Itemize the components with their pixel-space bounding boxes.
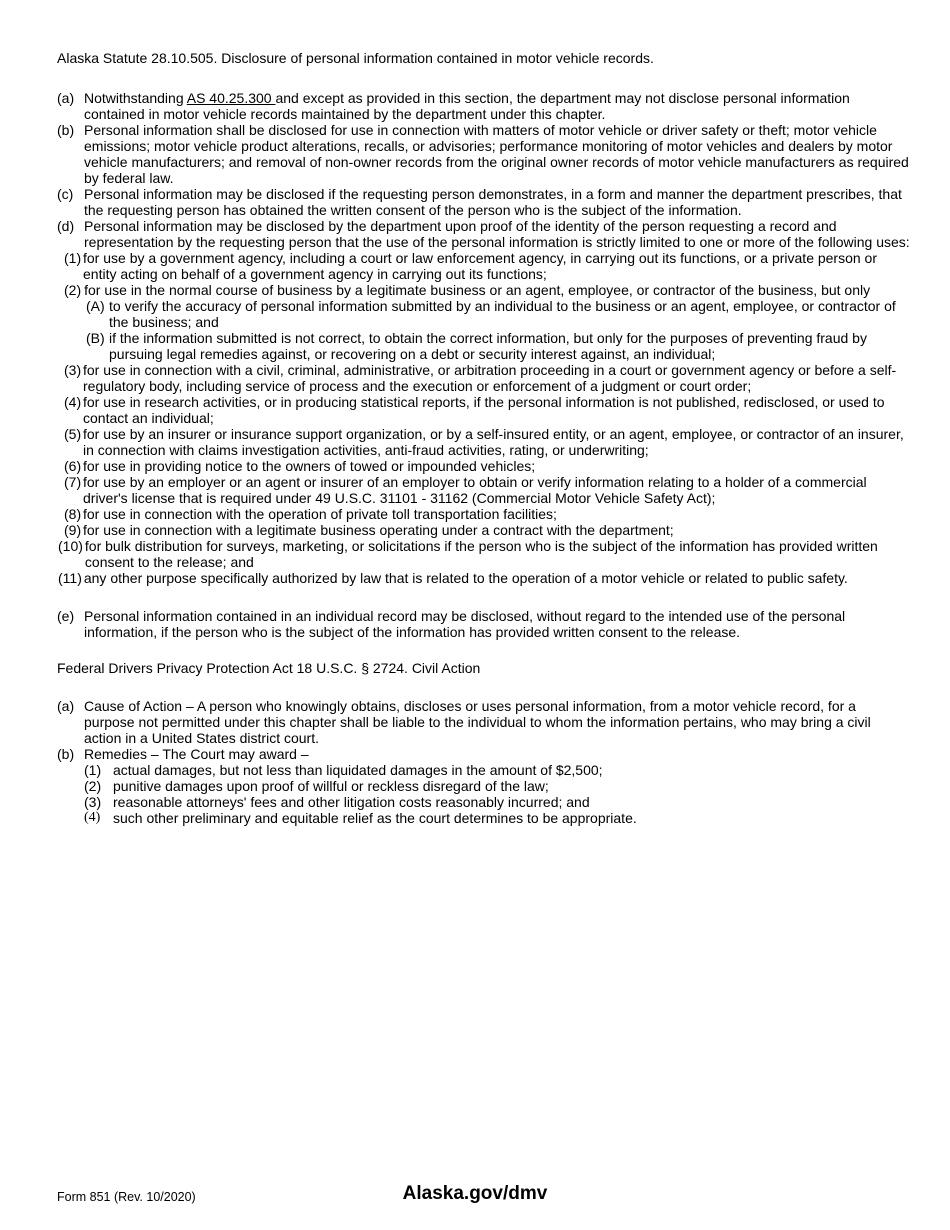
federal-item-b (57, 746, 910, 762)
use-item-5 (64, 426, 910, 458)
item-text: actual damages, but not less than liquidated damages in the amount of $2,500; (113, 762, 603, 778)
item-marker: (a) (57, 698, 75, 714)
item-text: Cause of Action – A person who knowingly obtains, discloses or uses personal information, from a motor vehicle record, for a purpose not permitted under this chapter shall be liable to the individual to whom the information pertains, who may bring a civil action in a United States district court. (84, 698, 871, 746)
item-text: for use by an employer or an agent or insurer of an employer to obtain or verify information relating to a holder of a commercial driver's license that is required under 49 U.S.C. 31101 - 31162 (Commercial Motor Vehicle Safety Act); (83, 474, 867, 506)
form-number: Form 851 (Rev. 10/2020) (57, 1190, 196, 1204)
item-marker: (10) (58, 538, 83, 554)
item-marker: (1) (84, 762, 102, 778)
item-text: Personal information shall be disclosed for use in connection with matters of motor vehicle or driver safety or theft; motor vehicle emissions; motor vehicle product alterations, recalls, or advisories; performance monitoring of motor vehicles and dealers by motor vehicle manufacturers; and removal of non-owner records from the original owner records of motor vehicle manufacturers as required by federal law. (84, 122, 909, 186)
use-item-6 (64, 458, 910, 474)
item-text: for use in providing notice to the owners of towed or impounded vehicles; (83, 458, 536, 474)
use-item-2B (86, 330, 910, 362)
page-footer (0, 1183, 950, 1207)
item-text: for use by an insurer or insurance support organization, or by a self-insured entity, or an agent, employee, or contractor of an insurer, in connection with claims investigation activities, anti-fraud activities, rating, or underwriting; (83, 426, 904, 458)
item-text: for bulk distribution for surveys, marketing, or solicitations if the person who is the subject of the information has provided written consent to the release; and (84, 538, 878, 570)
item-marker: (4) (84, 810, 101, 825)
dmv-website-url: Alaska.gov/dmv (402, 1183, 548, 1204)
statute-item-e (57, 608, 910, 640)
item-marker: (e) (57, 608, 75, 624)
item-marker: (B) (86, 330, 105, 346)
use-item-11 (58, 570, 910, 586)
item-marker: (7) (64, 474, 82, 490)
remedy-item-3 (84, 794, 910, 810)
item-text: for use in connection with the operation of private toll transportation facilities; (83, 506, 557, 522)
item-text (84, 218, 910, 250)
item-text: for use in research activities, or in producing statistical reports, if the personal information is not published, redisclosed, or used to contact an individual; (83, 394, 885, 426)
use-item-3 (64, 362, 910, 394)
item-marker: (2) (64, 282, 82, 298)
item-marker: (d) (57, 218, 75, 234)
use-item-7 (64, 474, 910, 506)
use-item-4 (64, 394, 910, 426)
item-text: Personal information may be disclosed if the requesting person demonstrates, in a form and manner the department prescribes, that the requesting person has obtained the written consent of the person who is the subject of the information. (84, 186, 902, 218)
item-marker: (3) (84, 794, 102, 810)
use-item-9 (64, 522, 910, 538)
item-marker: (A) (86, 298, 105, 314)
item-text: reasonable attorneys' fees and other litigation costs reasonably incurred; and (113, 794, 590, 810)
item-marker: (11) (58, 570, 82, 586)
statute-item-a (57, 90, 910, 122)
item-text: for use in connection with a civil, criminal, administrative, or arbitration proceeding in a court or government agency or before a self-regulatory body, including service of process and the execution or enforcement of a judgment or court order; (83, 362, 897, 394)
item-marker: (9) (64, 522, 82, 538)
federal-item-a (57, 698, 910, 746)
item-text: for use in connection with a legitimate business operating under a contract with the department; (83, 522, 674, 538)
item-text: punitive damages upon proof of willful or reckless disregard of the law; (113, 778, 549, 794)
statute-reference-link: AS 40.25.300 (186, 90, 276, 106)
statute-a-pre: Notwithstanding (84, 90, 187, 106)
permitted-uses-list (58, 250, 910, 586)
use-item-10 (58, 538, 910, 570)
remedies-list (84, 762, 910, 826)
federal-act-heading: Federal Drivers Privacy Protection Act 18 U.S.C. § 2724. Civil Action (57, 660, 481, 676)
statute-d-intro: Personal information may be disclosed by the department upon proof of the identity of the person requesting a record and representation by the requesting person that the use of the personal information is strictly limited to one or more of the following uses: (84, 218, 910, 250)
statute-item-b (57, 122, 910, 186)
item-text: such other preliminary and equitable relief as the court determines to be appropriate. (113, 810, 637, 826)
remedy-item-2 (84, 778, 910, 794)
item-marker: (b) (57, 746, 75, 762)
document-body (57, 50, 910, 826)
use-item-2A (86, 298, 910, 330)
use-item-1 (64, 250, 910, 282)
item-text: Remedies – The Court may award – (84, 746, 309, 762)
item-marker: (5) (64, 426, 82, 442)
statute-item-d (57, 218, 910, 250)
item-text: for use in the normal course of business by a legitimate business or an agent, employee, or contractor of the business, but only (84, 282, 871, 298)
item-marker: (a) (57, 90, 75, 106)
use-item-2 (64, 282, 910, 298)
item-marker: (1) (64, 250, 82, 266)
item-marker: (6) (64, 458, 82, 474)
item-marker: (b) (57, 122, 75, 138)
item-text: any other purpose specifically authorized by law that is related to the operation of a motor vehicle or related to public safety. (83, 570, 848, 586)
statute-item-c (57, 186, 910, 218)
use-item-8 (64, 506, 910, 522)
use-item-2-sublist (86, 298, 910, 362)
item-marker: (c) (57, 186, 74, 202)
item-marker: (8) (64, 506, 82, 522)
remedy-item-1 (84, 762, 910, 778)
item-marker: (2) (84, 778, 102, 794)
item-marker: (4) (64, 394, 82, 410)
item-text: to verify the accuracy of personal information submitted by an individual to the business or an agent, employee, or contractor of the business; and (109, 298, 896, 330)
item-marker: (3) (64, 362, 82, 378)
statute-a-post: and except as provided in this section, the department may not disclose personal information contained in motor vehicle records maintained by the department under this chapter. (84, 90, 850, 122)
item-text: Personal information contained in an individual record may be disclosed, without regard to the intended use of the personal information, if the person who is the subject of the information has provided written consent to the release. (84, 608, 846, 640)
item-text: if the information submitted is not correct, to obtain the correct information, but only for the purposes of preventing fraud by pursuing legal remedies against, or recovering on a debt or security interest against, an individual; (109, 330, 867, 362)
remedy-item-4 (84, 810, 910, 826)
item-text: for use by a government agency, including a court or law enforcement agency, in carrying out its functions, or a private person or entity acting on behalf of a government agency in carrying out its functions; (83, 250, 878, 282)
item-text (84, 90, 910, 122)
document-title: Alaska Statute 28.10.505. Disclosure of personal information contained in motor vehicle records. (57, 50, 654, 66)
